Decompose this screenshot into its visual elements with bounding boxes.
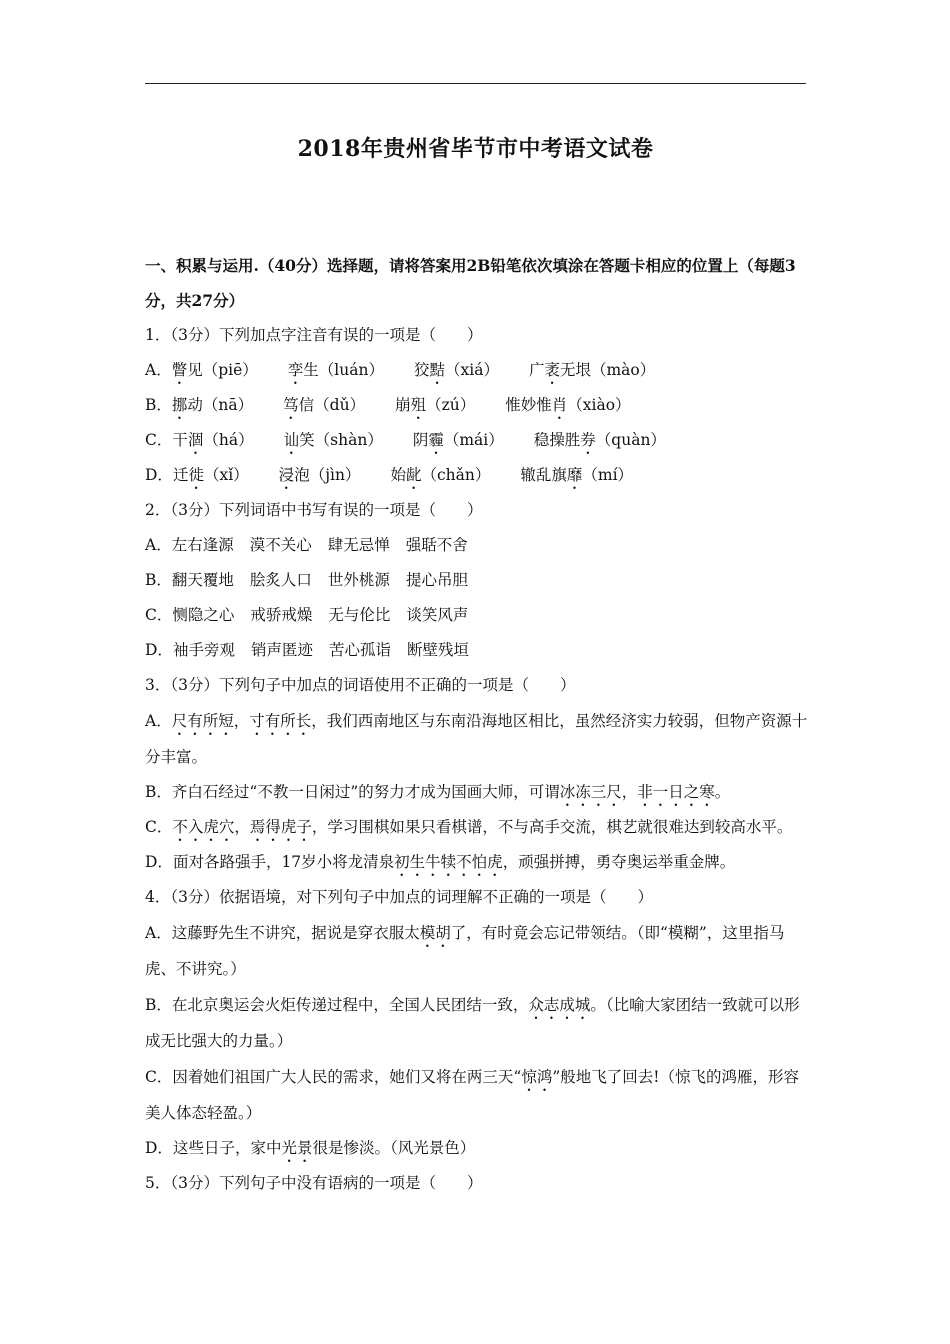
sentence-text: ，我们西南地区与东南沿海地区相比，虽然经济实力较弱，但物产资源十分丰富。	[145, 712, 808, 766]
q3-option-d	[145, 845, 808, 880]
dotted-char: 挪	[171, 396, 188, 414]
item-text: 泡（jìn）	[294, 466, 361, 484]
option-label: D．	[145, 1139, 173, 1157]
item-text: 无垠（mào）	[559, 361, 656, 379]
q4-option-d	[145, 1131, 808, 1166]
option-label: B．	[145, 396, 172, 414]
q4-option-c	[145, 1059, 808, 1131]
sentence-text: ，顽强拼搏，勇夺奥运举重金牌。	[502, 853, 736, 871]
q2-option-b	[145, 563, 808, 598]
dotted-phrase: 初生牛犊不怕虎	[394, 853, 503, 871]
q4-option-b	[145, 987, 808, 1059]
q2-option-a	[145, 528, 808, 563]
option-word: 袖手旁观	[172, 641, 235, 659]
option-word: 提心吊胆	[405, 571, 468, 589]
dotted-phrase: 模胡	[419, 924, 451, 942]
dotted-char: 浸	[278, 466, 295, 484]
item-text: 笑（shàn）	[299, 431, 383, 449]
q4-option-a	[145, 915, 808, 987]
sentence-text: 因着她们祖国广大人民的需求，她们又将在两三天“	[172, 1068, 522, 1086]
option-label: B．	[145, 996, 172, 1014]
section-heading: 一、积累与运用.（40分）选择题，请将答案用2B铅笔依次填涂在答题卡相应的位置上（每题3分，共27分）	[145, 256, 796, 310]
q3-option-b	[145, 775, 808, 810]
option-label: A．	[145, 361, 172, 379]
sentence-text: 齐白石经过“不教一日闲过”的努力才成为国画大师，可谓	[171, 783, 560, 801]
q3-stem: 3．（3分）下列句子中加点的词语使用不正确的一项是（ ）	[145, 676, 576, 694]
sentence-text: ”般地飞了回去!（惊飞的鸿雁，形容美人体态轻盈。）	[145, 1068, 799, 1122]
item-text: 广	[528, 361, 545, 379]
sentence-text: 很是惨淡。（风光景色）	[312, 1139, 476, 1157]
q1-option-a	[145, 353, 808, 388]
exam-content	[145, 248, 808, 1201]
dotted-phrase: 不入虎穴，焉得虎子	[172, 818, 312, 836]
option-item	[520, 458, 633, 493]
item-text: 始	[390, 466, 406, 484]
item-text: 见（piē）	[187, 361, 258, 379]
option-label: D．	[145, 641, 173, 659]
option-word: 肆无忌惮	[327, 536, 390, 554]
option-word: 世外桃源	[327, 571, 390, 589]
item-text: （xǐ）	[203, 466, 249, 484]
item-text: 惟妙惟	[505, 396, 552, 414]
q1-option-b	[145, 388, 808, 423]
option-item	[413, 423, 504, 458]
item-text: （mái）	[443, 431, 504, 449]
dotted-char: 龀	[405, 466, 422, 484]
dotted-char: 靡	[566, 466, 583, 484]
item-text: 生（luán）	[303, 361, 384, 379]
item-text: （mí）	[582, 466, 634, 484]
option-item	[534, 423, 666, 458]
dotted-char: 徙	[188, 466, 204, 484]
option-item	[395, 388, 475, 423]
q2-option-d	[145, 633, 808, 668]
q1-option-d	[145, 458, 808, 493]
option-word: 翻天覆地	[171, 571, 234, 589]
option-item	[505, 388, 630, 423]
q2-option-c	[145, 598, 808, 633]
item-text: 崩	[395, 396, 411, 414]
option-word: 脍炙人口	[249, 571, 312, 589]
item-text: 稳操胜	[533, 431, 581, 449]
option-item	[284, 423, 383, 458]
option-item	[390, 458, 490, 493]
option-word: 谈笑风声	[406, 606, 469, 624]
option-item	[414, 353, 499, 388]
option-label: C．	[145, 606, 173, 624]
option-item	[172, 388, 253, 423]
page-title: 2018年贵州省毕节市中考语文试卷	[297, 136, 654, 162]
item-text: （xiào）	[567, 396, 631, 414]
sentence-text: 。	[714, 783, 731, 801]
item-text: 迁	[172, 466, 189, 484]
q1-option-c	[145, 423, 808, 458]
item-text: 狡	[413, 361, 430, 379]
q4-stem: 4．（3分）依据语境，对下列句子中加点的词理解不正确的一项是（ ）	[145, 888, 653, 906]
option-item	[173, 458, 249, 493]
dotted-char: 券	[580, 431, 596, 449]
sentence-text: 。（比喻大家团结一致就可以形成无比强大的力量。）	[145, 996, 800, 1050]
option-label: B．	[145, 571, 172, 589]
dotted-char: 肖	[551, 396, 568, 414]
option-item	[279, 458, 361, 493]
dotted-phrase: 惊鸿	[521, 1068, 553, 1086]
item-text: （há）	[203, 431, 254, 449]
dotted-char: 讪	[283, 431, 300, 449]
item-text: 辙乱旗	[520, 466, 567, 484]
item-text: 动（nā）	[187, 396, 254, 414]
sentence-text: 了，有时竟会忘记带领结。（即“模糊”，这里指马虎、不讲究。）	[145, 924, 785, 978]
dotted-char: 袤	[544, 361, 560, 379]
dotted-char: 笃	[283, 396, 299, 414]
sentence-text: 面对各路强手，17岁小将龙清泉	[172, 853, 395, 871]
option-label: D．	[145, 853, 173, 871]
q5-stem: 5．（3分）下列句子中没有语病的一项是（ ）	[145, 1174, 483, 1192]
dotted-char: 黠	[429, 361, 445, 379]
dotted-phrase: 光景	[281, 1139, 313, 1157]
top-rule	[145, 83, 806, 84]
item-text: （zú）	[426, 396, 476, 414]
q2-stem: 2．（3分）下列词语中书写有误的一项是（ ）	[145, 501, 483, 519]
option-label: C．	[145, 818, 173, 836]
sentence-text: 在北京奥运会火炬传递过程中，全国人民团结一致，	[171, 996, 529, 1014]
dotted-phrase: 众志成城	[528, 996, 591, 1014]
option-label: C．	[145, 431, 173, 449]
dotted-phrase: 尺有所短，寸有所长	[171, 712, 312, 730]
dotted-char: 涸	[187, 431, 204, 449]
option-label: A．	[145, 536, 172, 554]
q1-stem: 1．（3分）下列加点字注音有误的一项是（ ）	[145, 326, 483, 344]
dotted-phrase: 冰冻三尺，非一日之寒	[559, 783, 715, 801]
option-word: 漠不关心	[249, 536, 312, 554]
option-word: 强聒不舍	[405, 536, 468, 554]
item-text: （quàn）	[595, 431, 666, 449]
option-item	[172, 423, 253, 458]
option-word: 左右逢源	[171, 536, 234, 554]
option-item	[172, 353, 258, 388]
sentence-text: 这藤野先生不讲究，据说是穿衣服太	[171, 924, 420, 942]
option-word: 苦心孤诣	[328, 641, 391, 659]
option-word: 销声匿迹	[250, 641, 313, 659]
option-word: 恻隐之心	[172, 606, 235, 624]
dotted-char: 孪	[287, 361, 304, 379]
item-text: 干	[172, 431, 188, 449]
item-text: 阴	[412, 431, 429, 449]
option-word: 戒骄戒燥	[250, 606, 313, 624]
option-label: C．	[145, 1068, 173, 1086]
sentence-text: 这些日子，家中	[172, 1139, 282, 1157]
item-text: 信（dǔ）	[298, 396, 366, 414]
option-label: B．	[145, 783, 172, 801]
option-item	[283, 388, 365, 423]
sentence-text: ，学习围棋如果只看棋谱，不与高手交流，棋艺就很难达到较高水平。	[311, 818, 793, 836]
option-item	[529, 353, 655, 388]
dotted-char: 霾	[428, 431, 444, 449]
q3-option-c	[145, 810, 808, 845]
option-label: A．	[145, 712, 172, 730]
dotted-char: 殂	[410, 396, 427, 414]
option-word: 无与伦比	[328, 606, 391, 624]
item-text: （chǎn）	[421, 466, 491, 484]
q3-option-a	[145, 703, 808, 775]
item-text: （xiá）	[445, 361, 499, 379]
option-label: A．	[145, 924, 172, 942]
dotted-char: 瞥	[171, 361, 188, 379]
option-word: 断壁残垣	[406, 641, 469, 659]
option-label: D．	[145, 466, 173, 484]
option-item	[288, 353, 384, 388]
